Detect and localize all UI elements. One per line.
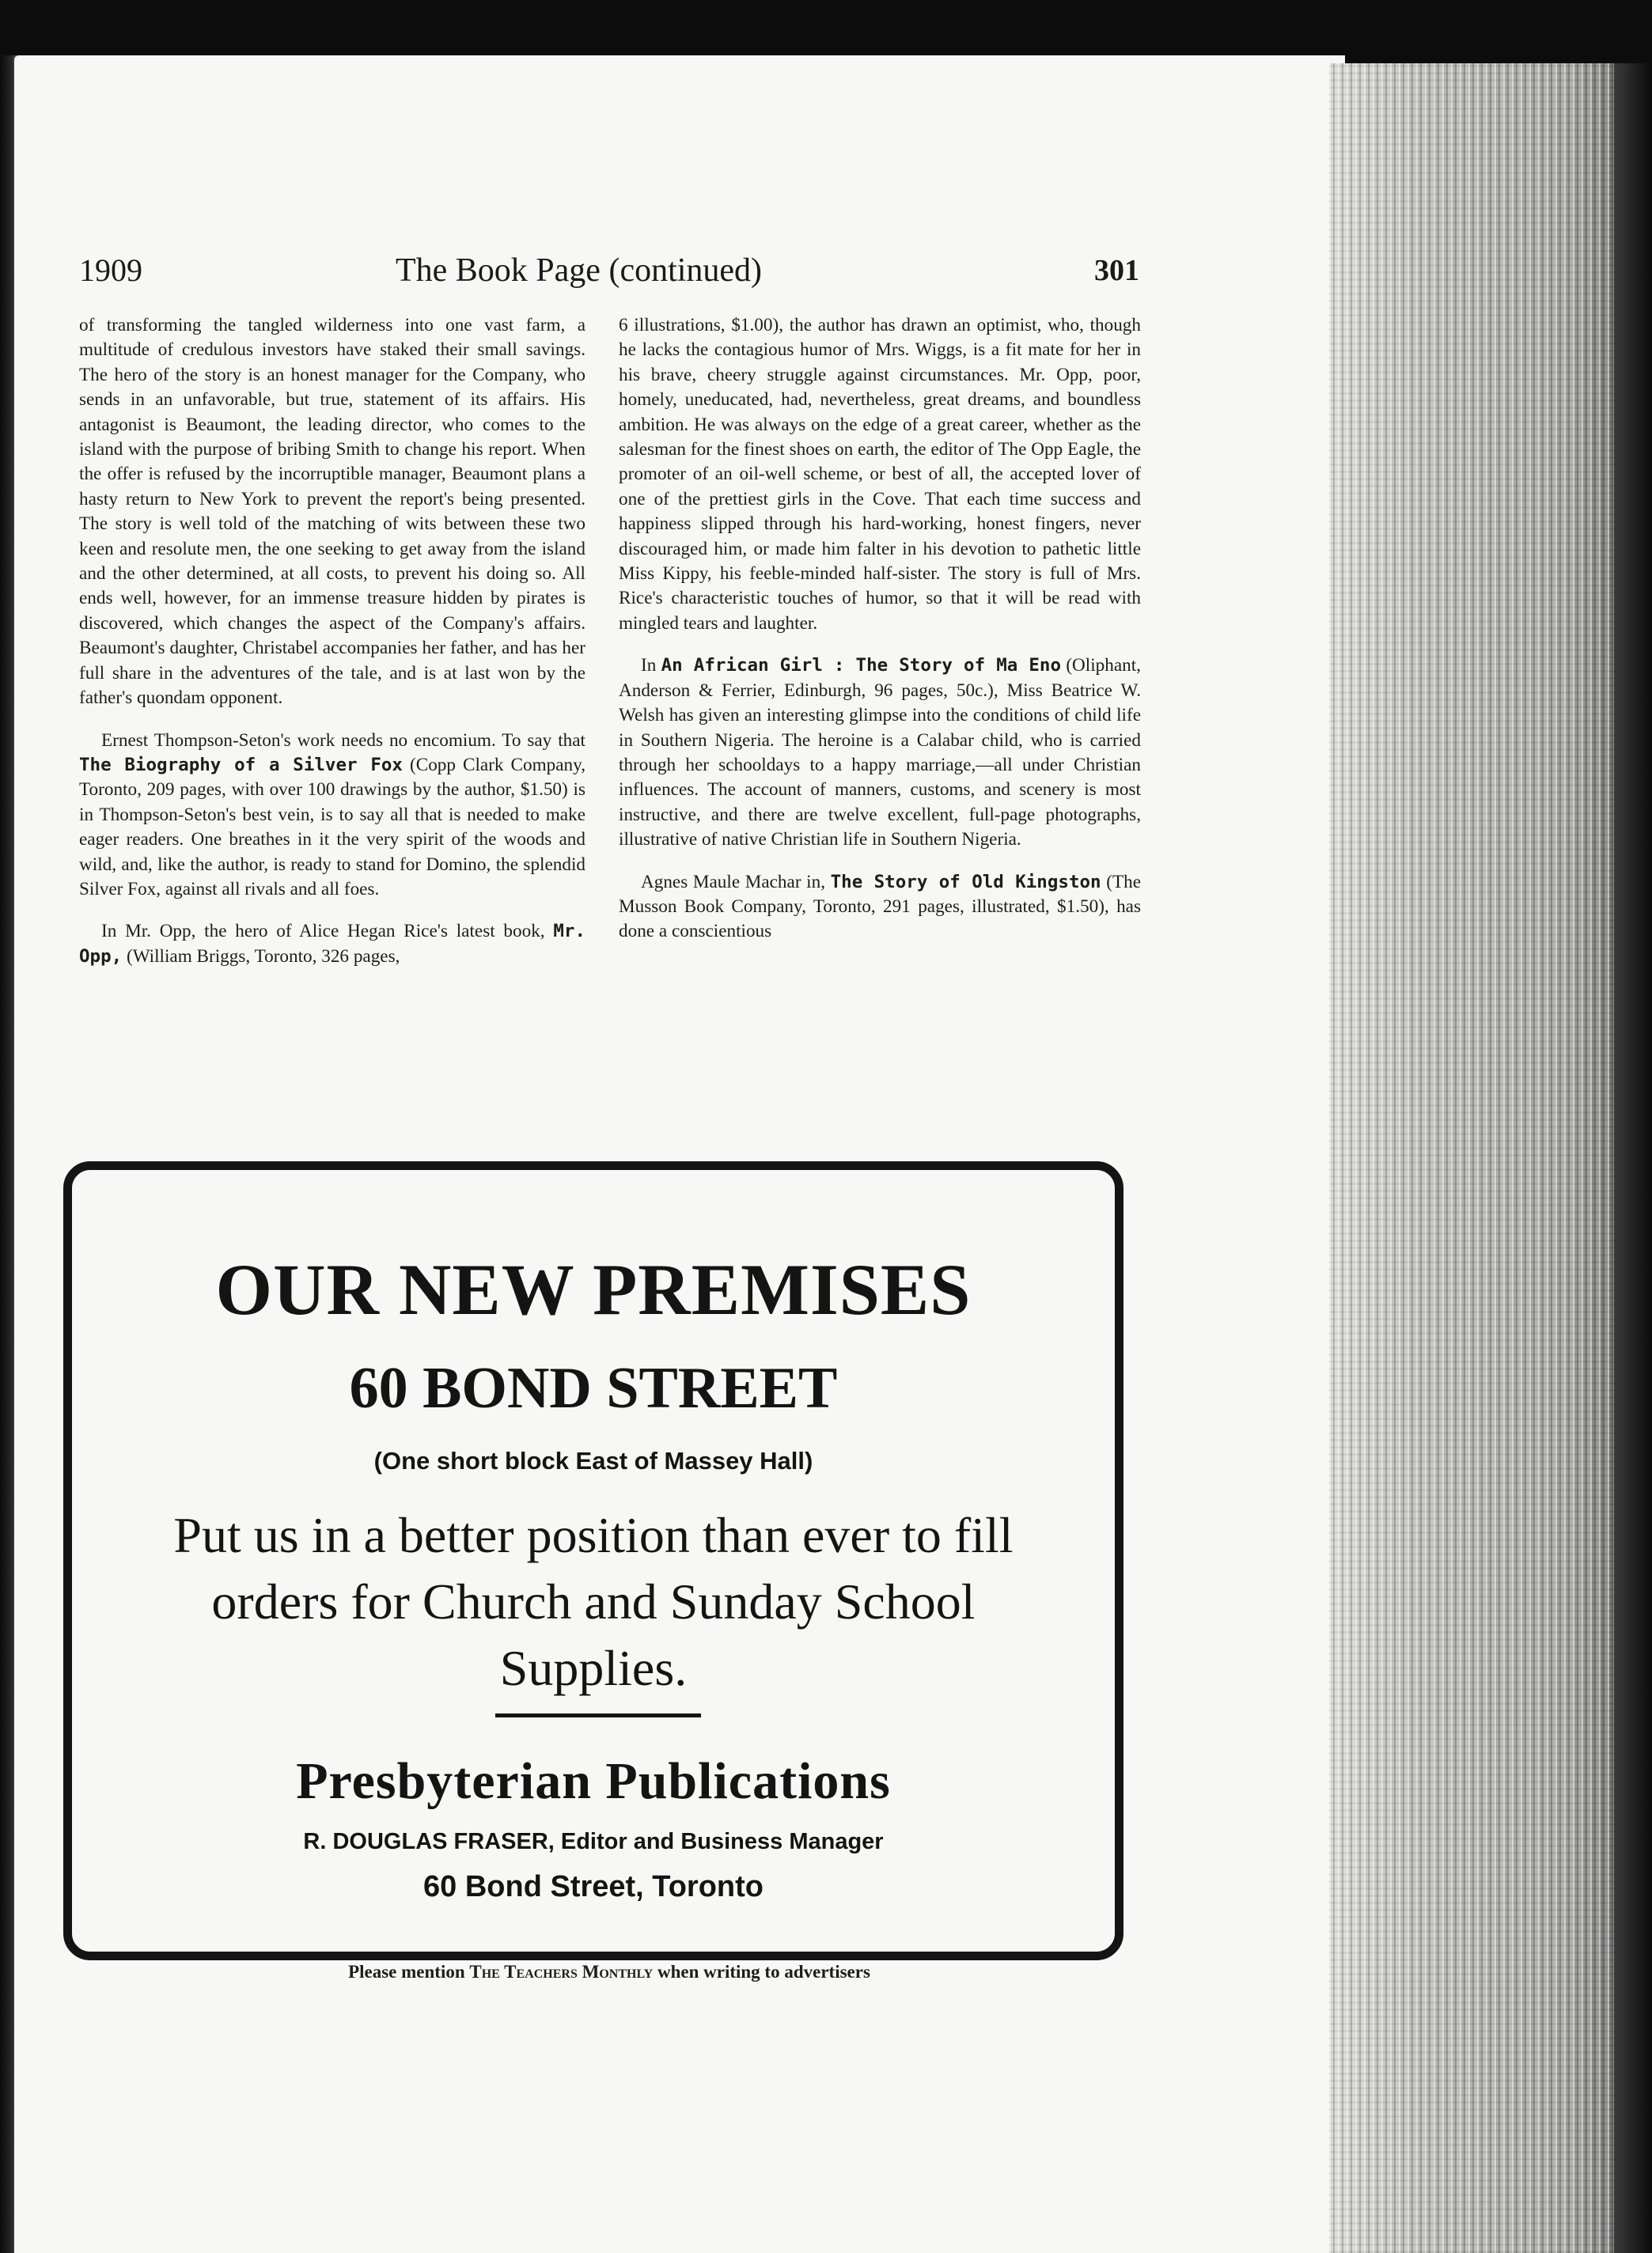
right-paragraph-1: 6 illustrations, $1.00), the author has drawn an optimist, who, though he lacks the contagious humor of Mrs. Wiggs, is a fit mate for her in his brave, cheery struggle against circumstances. Mr. Opp, poor, homely, uneducated, had, nevertheless, great dreams, and boundless ambition. He was always on the edge of a great career, whether as the salesman for the finest shoes on earth, the editor of The Opp Eagle, the promoter of an oil-well scheme, or best of all, the accepted lover of one of the prettiest girls in the Cove. That each time success and happiness slipped through his hard-working, honest fingers, never discouraged him, or made him falter in his devotion to pathetic little Miss Kippy, his feeble-minded half-sister. The story is full of Mrs. Rice's characteristic touches of humor, so that it will be read with mingled tears and laughter. [619,315,1141,634]
left-paragraph-1: of transforming the tangled wilderness into one vast farm, a multitude of credulous investors have staked their small savings. The hero of the story is an honest manager for the Company, who sends in an unfavorable, but true, statement of its affairs. His antagonist is Beaumont, the leading director, who comes to the island with the purpose of bribing Smith to change his report. When the offer is refused by the incorruptible manager, Beaumont plans a hasty return to New York to prevent the report's being presented. The story is well told of the matching of wits between these two keen and resolute men, the one seeking to get away from the island and the other determined, at all costs, to prevent his doing so. All ends well, however, for an immense treasure hidden by pirates is discovered, which changes the aspect of the Company's affairs. Beaumont's daughter, Christabel accompanies her father, and has her full share in the adventures of the tale, and is at last won by the father's quondam opponent. [79,315,585,709]
ad-address: 60 BOND STREET [349,1356,838,1421]
page-edges [1329,63,1614,2253]
book-edge-shadow [1614,63,1652,2253]
right-column [619,313,1141,962]
book-title-old-kingston: The Story of Old Kingston [830,871,1101,892]
advertisement-box [63,1161,1123,1960]
ad-headline: OUR NEW PREMISES [215,1249,972,1330]
right-paragraph-2 [619,653,1141,852]
right-paragraph-3-text-a: Agnes Maule Machar in, [641,871,831,892]
left-paragraph-3-text-b: (William Briggs, Toronto, 326 pages, [122,945,400,967]
right-paragraph-3 [619,870,1141,945]
left-paragraph-2-text-a: Ernest Thompson-Seton's work needs no encomium. To say that [101,729,585,751]
left-paragraph-3 [79,919,585,969]
book-title-african-girl: An African Girl : The Story of Ma Eno [661,655,1061,676]
right-paragraph-2-text-a: In [641,655,661,676]
footer-pre: Please mention [348,1962,470,1982]
footer-post: when writing to advertisers [653,1962,870,1982]
left-paragraph-2-text-b: (Copp Clark Company, Toronto, 209 pages, with over 100 drawings by the author, $1.50) is in Thompson-Seton's best vein, is to say all that is needed to make eager readers. One breathes in it the very spirit of the woods and wild, and, like the author, is ready to stand for Domino, the splendid Silver Fox, against all rivals and all foes. [79,754,585,899]
book-title-silver-fox: The Biography of a Silver Fox [79,754,403,775]
left-paragraph-2 [79,729,585,903]
left-paragraph-3-text-a: In Mr. Opp, the hero of Alice Hegan Rice's latest book, [101,921,554,942]
right-paragraph-2-text-b: (Oliphant, Anderson & Ferrier, Edinburgh, 96 pages, 50c.), Miss Beatrice W. Welsh has given an interesting glimpse into the conditions of child life in Southern Nigeria. The heroine is a Calabar child, who is carried through her schooldays to a happy marriage,—all under Christian influences. The account of manners, customs, and scenery is most instructive, and there are twelve excellent, full-page photographs, illustrative of native Christian life in Southern Nigeria. [619,655,1141,850]
header-year: 1909 [79,252,142,288]
left-column [79,313,585,986]
right-paragraph-3-text-b: (The Musson Book Company, Toronto, 291 pages, illustrated, $1.50), has done a conscientious [619,871,1141,942]
ad-message: Put us in a better position than ever to fill orders for Church and Sunday School Supplies. [173,1507,1014,1696]
footer-note [79,1962,1139,1982]
running-header [79,252,1139,299]
ad-subtitle: (One short block East of Massey Hall) [373,1447,813,1475]
page-number: 301 [1094,254,1139,287]
ad-organization: Presbyterian Publications [296,1752,891,1810]
ad-editor-line: R. DOUGLAS FRASER, Editor and Business Manager [303,1829,884,1854]
ad-divider [495,1713,701,1717]
ad-street-line: 60 Bond Street, Toronto [423,1870,763,1903]
header-title: The Book Page (continued) [396,252,763,289]
book-title-mr-opp: Mr. Opp, [79,921,585,967]
footer-journal: The Teachers Monthly [469,1962,654,1982]
